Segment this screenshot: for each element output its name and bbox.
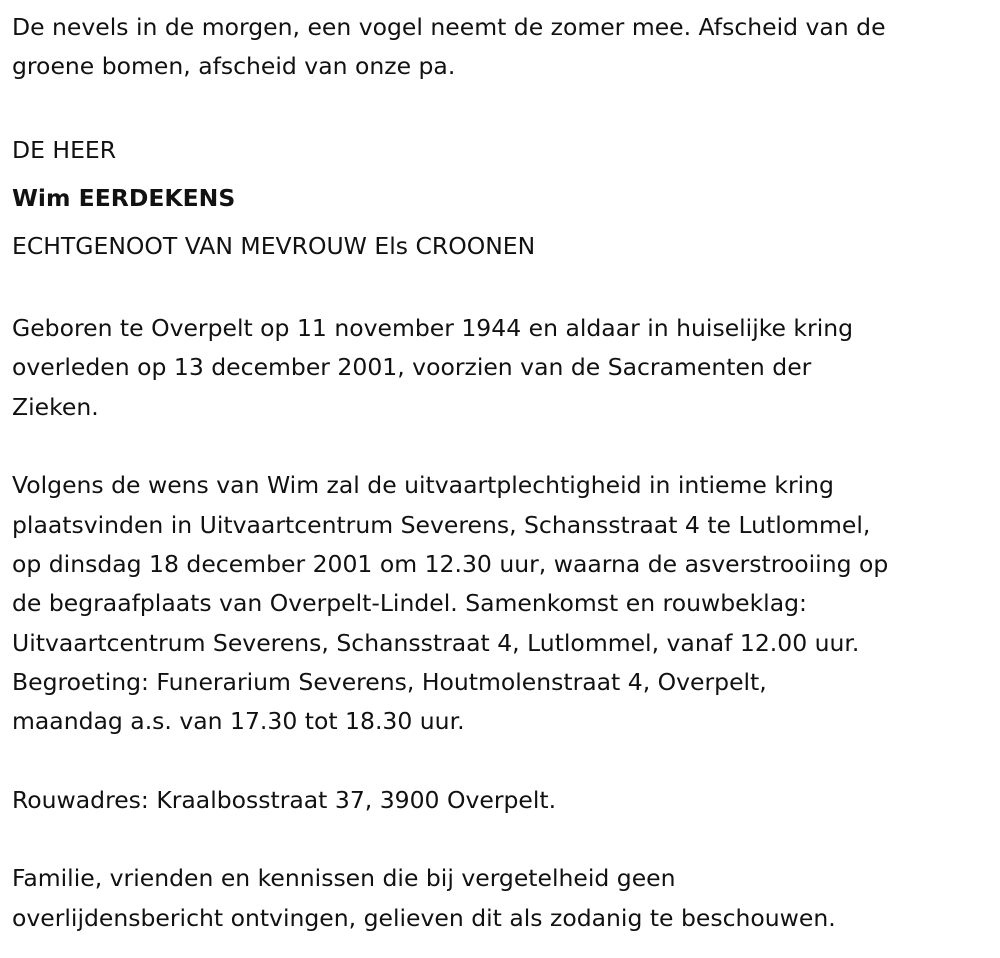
- text-line: Geboren te Overpelt op 11 november 1944 en aldaar in huiselijke kring: [12, 314, 854, 343]
- text-line: maandag a.s. van 17.30 tot 18.30 uur.: [12, 707, 465, 736]
- text-line: Volgens de wens van Wim zal de uitvaartplechtigheid in intieme kring: [12, 471, 834, 500]
- text-line: Zieken.: [12, 392, 99, 421]
- text-line: Begroeting: Funerarium Severens, Houtmolenstraat 4, Overpelt,: [12, 667, 767, 696]
- title: DE HEER: [12, 135, 117, 164]
- birth-death-paragraph: [12, 309, 1000, 427]
- heading-block: [12, 126, 1000, 270]
- spouse-line: ECHTGENOOT VAN MEVROUW Els CROONEN: [12, 231, 536, 260]
- text-line: De nevels in de morgen, een vogel neemt de zomer mee. Afscheid van de: [12, 13, 886, 41]
- intro-paragraph: [12, 8, 1000, 87]
- text-line: Uitvaartcentrum Severens, Schansstraat 4, Lutlommel, vanaf 12.00 uur.: [12, 628, 860, 657]
- text-line: Familie, vrienden en kennissen die bij vergetelheid geen: [12, 864, 676, 893]
- text-line: overleden op 13 december 2001, voorzien van de Sacramenten der: [12, 353, 812, 382]
- mourning-address: Rouwadres: Kraalbosstraat 37, 3900 Overpelt.: [12, 785, 557, 814]
- text-line: plaatsvinden in Uitvaartcentrum Severens, Schansstraat 4 te Lutlommel,: [12, 510, 871, 539]
- text-line: overlijdensbericht ontvingen, gelieven dit als zodanig te beschouwen.: [12, 903, 836, 932]
- text-line: de begraafplaats van Overpelt-Lindel. Samenkomst en rouwbeklag:: [12, 589, 807, 618]
- text-line: groene bomen, afscheid van onze pa.: [12, 52, 456, 81]
- closing-paragraph: [12, 859, 1000, 938]
- deceased-name: Wim EERDEKENS: [12, 183, 236, 212]
- text-line: op dinsdag 18 december 2001 om 12.30 uur, waarna de asverstrooiing op: [12, 549, 889, 578]
- funeral-paragraph: [12, 466, 1000, 741]
